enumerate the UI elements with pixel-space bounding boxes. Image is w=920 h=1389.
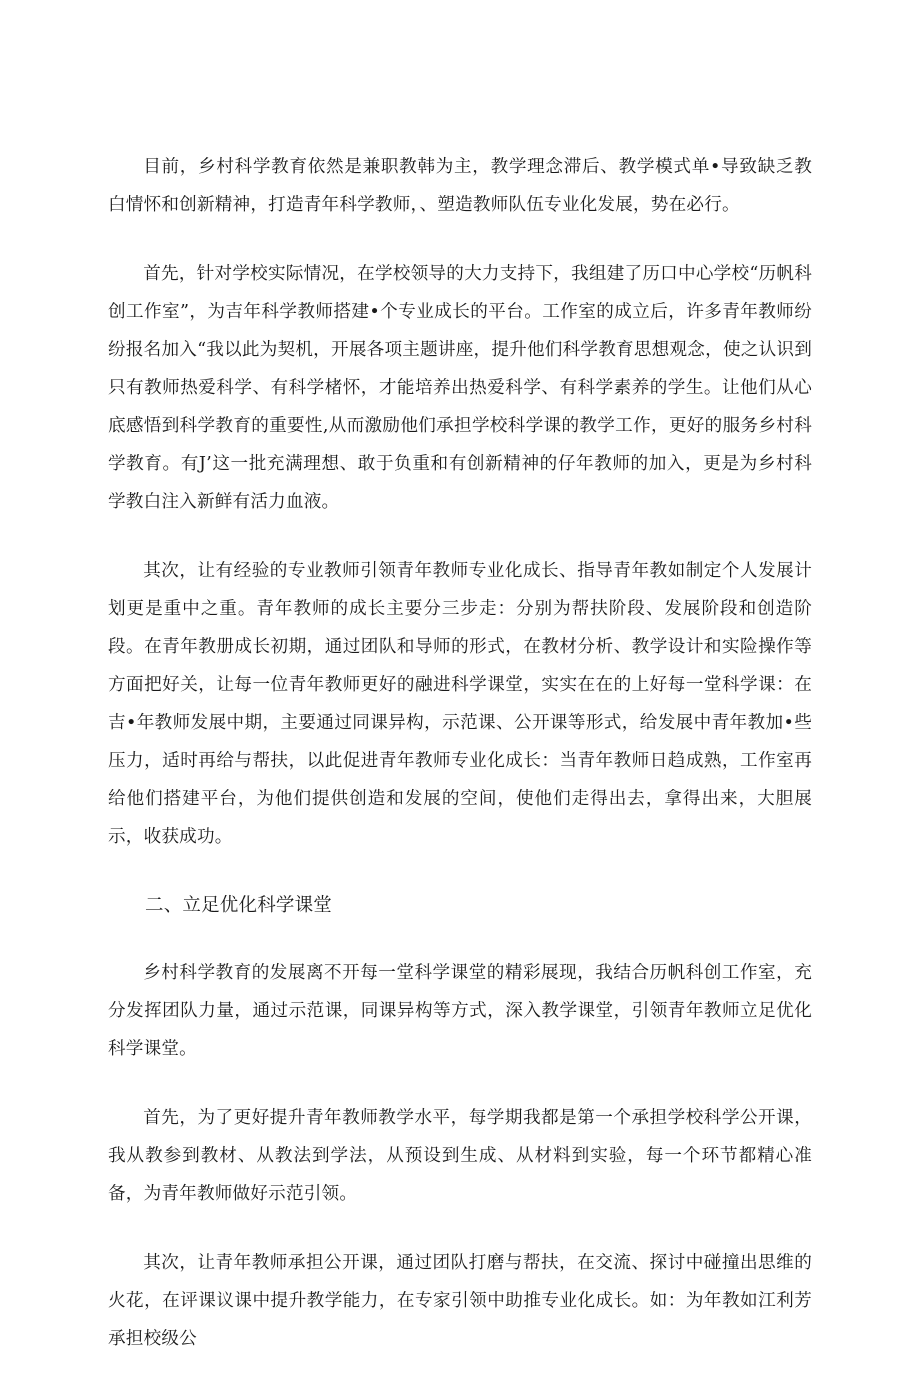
paragraph-mentoring: 其次，让有经验的专业教师引领青年教师专业化成长、指导青年教如制定个人发展计划更是重中之重。青年教师的成长主要分三步走：分别为帮扶阶段、发展阶段和创造阶段。在青年教册成长初期，通过团队和导师的形式，在教材分析、教学设计和实险操作等方面把好关，让每一位青年教师更好的融进科学课堂，实实在在的上好每一堂科学课：在吉•年教师发展中期，主要通过同课异构，示范课、公开课等形式，给发展中青年教加•些压力，适时再给与帮扶，以此促进青年教师专业化成长：当青年教师日趋成熟，工作室再给他们搭建平台，为他们提供创造和发展的空间，使他们走得出去，拿得出来，大胆展示，收获成功。 bbox=[108, 561, 812, 847]
paragraph-demo-lessons: 首先，为了更好提升青年教师教学水平，每学期我都是第一个承担学校科学公开课，我从教参到教材、从教法到学法，从预设到生成、从材料到实验，每一个环节都精心准备，为青年教师做好示范引领。 bbox=[108, 1108, 812, 1204]
paragraph-intro: 目前，乡村科学教育依然是兼职教韩为主，教学理念滞后、教学模式单•导致缺乏教白情怀和创新精神，打造青年科学教师，、塑造教师队伍专业化发展，势在必行。 bbox=[108, 157, 812, 215]
paragraph-studio: 首先，针对学校实际情况，在学校领导的大力支持下，我组建了历口中心学校“历帆科创工作室”，为吉年科学教师搭建•个专业成长的平台。工作室的成立后，许多青年教师纷纷报名加入“我以此为契机，开展各项主题讲座，提升他们科学教育思想观念，使之认识到只有教师热爱科学、有科学楮怀，才能培养出热爱科学、有科学素养的学生。让他们从心底感悟到科学教育的重要性,从而激励他们承担学校科学课的教学工作，更好的服务乡村科学教育。有J’这一批充满理想、敢于负重和有创新精神的仔年教师的加入，更是为乡村科学教白注入新鲜有活力血液。 bbox=[108, 264, 812, 512]
document-body bbox=[108, 148, 812, 1389]
paragraph-open-lessons: 其次，让青年教师承担公开课，通过团队打磨与帮扶，在交流、探讨中碰撞出思维的火花，在评课议课中提升教学能力，在专家引领中助推专业化成长。如：为年教如江利芳承担校级公 bbox=[108, 1253, 812, 1349]
paragraph-classroom: 乡村科学教育的发展离不开每一堂科学课堂的精彩展现，我结合历帆科创工作室，充分发挥团队力量，通过示范课，同课异构等方式，深入教学课堂，引领青年教师立足优化科学课堂。 bbox=[108, 963, 812, 1059]
section-heading: 二、立足优化科学课堂 bbox=[145, 895, 333, 916]
